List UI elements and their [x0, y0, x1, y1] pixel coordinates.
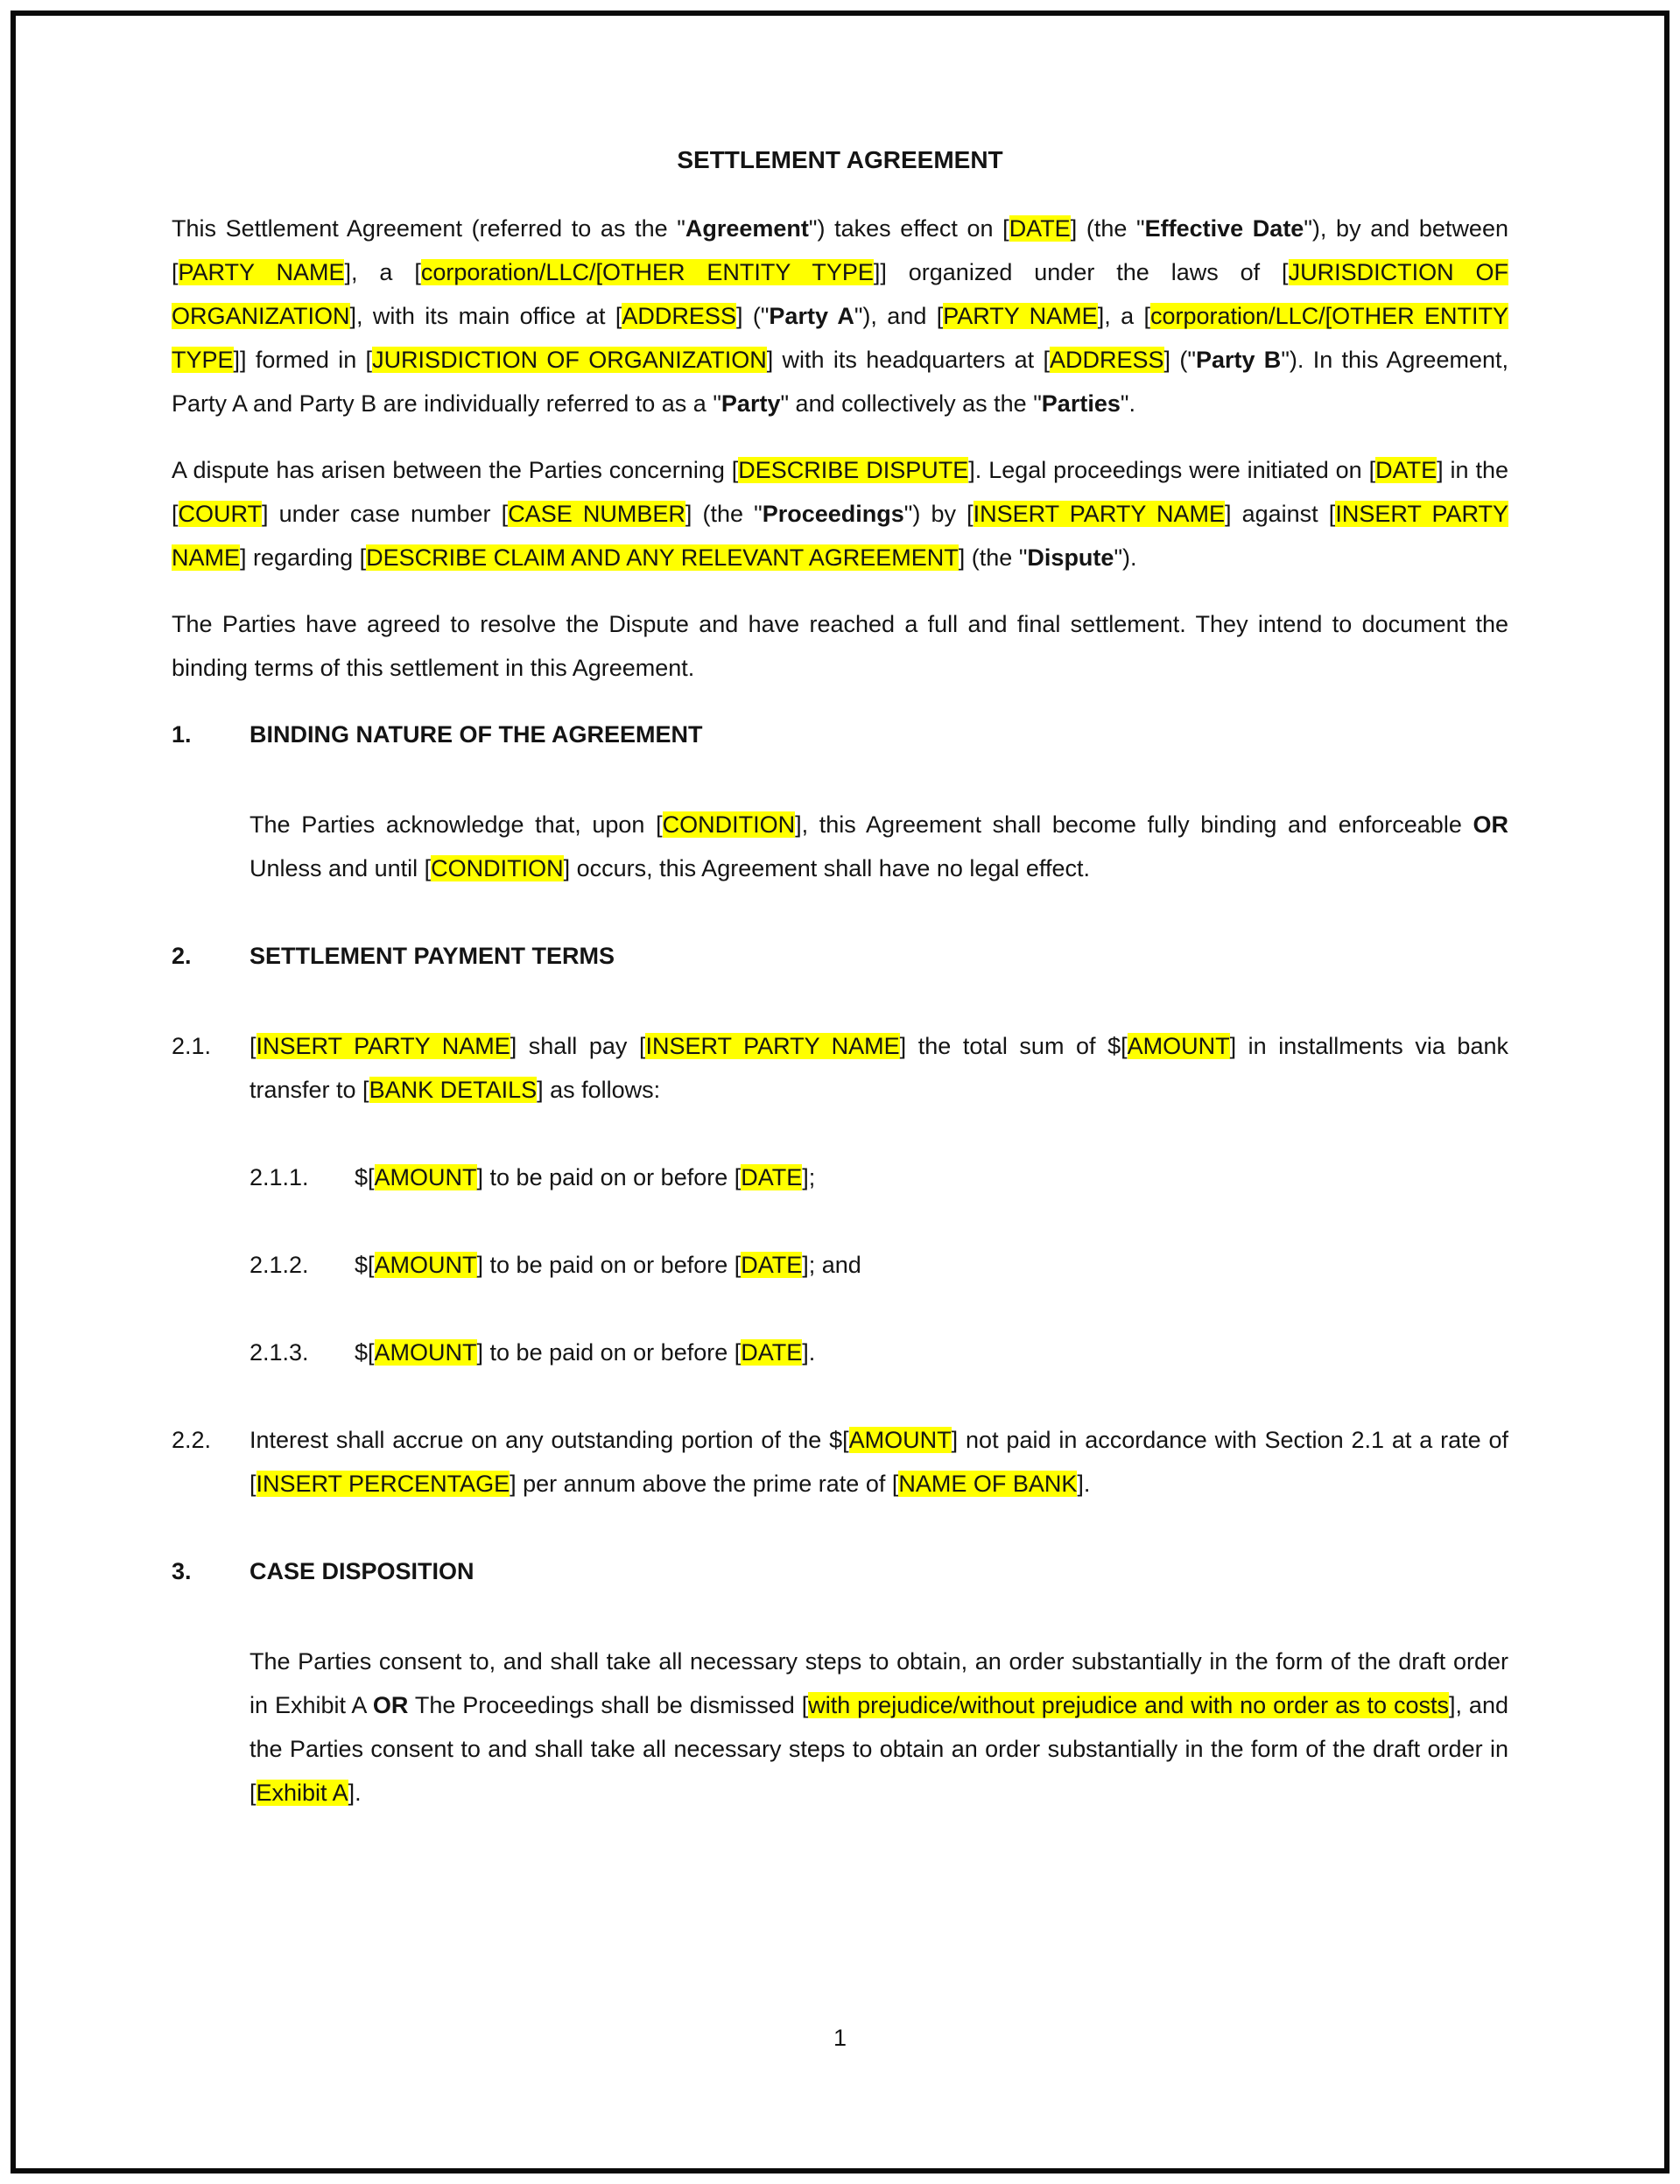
bold-text-run: OR [1473, 811, 1508, 838]
text-run: "). In this Agreement, Party A and Party B are individually referred to as a " [172, 347, 1508, 417]
text-run: ] in installments via bank transfer to [ [250, 1033, 1508, 1103]
placeholder-highlight: DATE [741, 1164, 803, 1190]
text-run: ] with its headquarters at [ [766, 347, 1050, 373]
text-run: "). [1114, 544, 1137, 571]
bold-text-run: Proceedings [762, 501, 904, 527]
text-run: ] regarding [ [240, 544, 367, 571]
text-run: ] shall pay [ [510, 1033, 646, 1059]
item-number: 2.1.3. [250, 1339, 309, 1366]
text-run: ] to be paid on or before [ [476, 1252, 742, 1278]
bold-text-run: Party B [1195, 347, 1282, 373]
text-run: ] to be paid on or before [ [476, 1164, 742, 1190]
bold-text-run: Parties [1041, 390, 1121, 417]
text-run: ] (the " [685, 501, 763, 527]
placeholder-highlight: DESCRIBE DISPUTE [738, 457, 969, 483]
item-number: 2.1.2. [250, 1252, 309, 1278]
placeholder-highlight: DATE [741, 1252, 803, 1278]
placeholder-highlight: JURISDICTION OF ORGANIZATION [172, 259, 1508, 329]
text-run: ]. [802, 1339, 816, 1366]
placeholder-highlight: JURISDICTION OF ORGANIZATION [372, 347, 767, 373]
bold-text-run: Agreement [685, 215, 809, 242]
text-run: ]; [802, 1164, 816, 1190]
placeholder-highlight: INSERT PARTY NAME [645, 1033, 900, 1059]
document-title [172, 138, 1508, 182]
bold-text-run: CASE DISPOSITION [250, 1558, 474, 1584]
bold-text-run: SETTLEMENT PAYMENT TERMS [250, 943, 615, 969]
text-run: ] in the [ [172, 457, 1509, 527]
text-run: "), by and between [ [172, 215, 1508, 285]
placeholder-highlight: INSERT PARTY NAME [256, 1033, 510, 1059]
text-run: ") takes effect on [ [808, 215, 1009, 242]
text-run: ] not paid in accordance with Section 2.1 at a rate of [ [250, 1427, 1508, 1497]
placeholder-highlight: Exhibit A [256, 1780, 348, 1806]
text-run: The Parties acknowledge that, upon [ [250, 811, 663, 838]
bold-text-run: SETTLEMENT AGREEMENT [677, 146, 1003, 173]
text-run: ], with its main office at [ [349, 303, 622, 329]
item-number: 2. [172, 943, 192, 969]
clause-2-1-1 [250, 1155, 1508, 1199]
item-number: 3. [172, 1558, 192, 1584]
bold-text-run: OR [372, 1692, 409, 1718]
text-run: ] under case number [ [262, 501, 509, 527]
text-run: ] (" [1163, 347, 1196, 373]
page-number: 1 [833, 2025, 847, 2051]
placeholder-highlight: COURT [178, 501, 263, 527]
placeholder-highlight: ADDRESS [1050, 347, 1164, 373]
placeholder-highlight: DESCRIBE CLAIM AND ANY RELEVANT AGREEMENT [366, 544, 959, 571]
text-run: ] as follows: [537, 1077, 661, 1103]
text-run: ] the total sum of $[ [899, 1033, 1128, 1059]
text-run: ] occurs, this Agreement shall have no legal effect. [563, 855, 1090, 881]
text-run: ". [1120, 390, 1135, 417]
placeholder-highlight: BANK DETAILS [369, 1077, 538, 1103]
placeholder-highlight: corporation/LLC/[OTHER ENTITY TYPE [420, 259, 874, 285]
text-run: ], and the Parties consent to and shall take all necessary steps to obtain an order substantially in the form of the draft order in [ [250, 1692, 1508, 1806]
text-run: ] (" [735, 303, 770, 329]
text-run: ]. Legal proceedings were initiated on [ [968, 457, 1376, 483]
text-run: ] per annum above the prime rate of [ [510, 1471, 899, 1497]
section-3-heading [172, 1549, 1508, 1593]
text-run: The Proceedings shall be dismissed [ [408, 1692, 809, 1718]
settlement-intent-paragraph [172, 602, 1508, 690]
bold-text-run: Dispute [1027, 544, 1114, 571]
placeholder-highlight: PARTY NAME [943, 303, 1098, 329]
text-run: ]. [348, 1780, 362, 1806]
placeholder-highlight: AMOUNT [374, 1339, 477, 1366]
bold-text-run: Party A [769, 303, 854, 329]
bold-text-run: Effective Date [1144, 215, 1304, 242]
text-run: ] (the " [958, 544, 1028, 571]
placeholder-highlight: CONDITION [662, 811, 796, 838]
placeholder-highlight: corporation/LLC/[OTHER ENTITY TYPE [172, 303, 1508, 373]
placeholder-highlight: DATE [1375, 457, 1437, 483]
text-run: The Parties consent to, and shall take all necessary steps to obtain, an order substantially in the form of the draft order in Exhibit A [250, 1648, 1508, 1718]
clause-2-1 [172, 1024, 1508, 1112]
item-number: 2.2. [172, 1427, 212, 1453]
text-run: ] against [ [1224, 501, 1336, 527]
clause-2-2 [172, 1418, 1508, 1506]
placeholder-highlight: NAME OF BANK [898, 1471, 1078, 1497]
placeholder-highlight: INSERT PARTY NAME [172, 501, 1508, 571]
clause-2-1-3 [250, 1331, 1508, 1374]
placeholder-highlight: CONDITION [431, 855, 564, 881]
section-3-body [172, 1640, 1508, 1815]
placeholder-highlight: PARTY NAME [178, 259, 345, 285]
placeholder-highlight: AMOUNT [374, 1164, 477, 1190]
text-run: "), and [ [854, 303, 944, 329]
text-run: ] to be paid on or before [ [476, 1339, 742, 1366]
placeholder-highlight: DATE [1009, 215, 1071, 242]
section-1-heading [172, 713, 1508, 756]
text-run: ], a [ [344, 259, 421, 285]
placeholder-highlight: CASE NUMBER [508, 501, 685, 527]
text-run: Unless and until [ [250, 855, 432, 881]
text-run: A dispute has arisen between the Parties concerning [ [172, 457, 739, 483]
section-2-heading [172, 934, 1508, 978]
text-run: ]. [1077, 1471, 1091, 1497]
section-1-body [172, 803, 1508, 890]
item-number: 1. [172, 721, 192, 748]
document-content [172, 138, 1508, 1858]
dispute-paragraph [172, 448, 1508, 579]
placeholder-highlight: AMOUNT [1127, 1033, 1230, 1059]
bold-text-run: BINDING NATURE OF THE AGREEMENT [250, 721, 703, 748]
item-number: 2.1. [172, 1033, 212, 1059]
placeholder-highlight: DATE [741, 1339, 803, 1366]
placeholder-highlight: ADDRESS [622, 303, 736, 329]
placeholder-highlight: INSERT PARTY NAME [973, 501, 1225, 527]
text-run: Interest shall accrue on any outstanding portion of the $[ [250, 1427, 849, 1453]
text-run: $[ [355, 1164, 375, 1190]
text-run: ], this Agreement shall become fully binding and enforceable [795, 811, 1473, 838]
clause-2-1-2 [250, 1243, 1508, 1287]
text-run: $[ [355, 1339, 375, 1366]
text-run: ]] formed in [ [233, 347, 373, 373]
intro-paragraph [172, 207, 1508, 425]
text-run: ") by [ [903, 501, 974, 527]
placeholder-highlight: INSERT PERCENTAGE [256, 1471, 510, 1497]
item-number: 2.1.1. [250, 1164, 309, 1190]
text-run: ] (the " [1070, 215, 1145, 242]
text-run: ]] organized under the laws of [ [873, 259, 1289, 285]
text-run: " and collectively as the " [780, 390, 1042, 417]
text-run: ], a [ [1097, 303, 1150, 329]
placeholder-highlight: with prejudice/without prejudice and with no order as to costs [808, 1692, 1449, 1718]
placeholder-highlight: AMOUNT [848, 1427, 952, 1453]
text-run: ]; and [802, 1252, 861, 1278]
text-run: [ [250, 1033, 257, 1059]
bold-text-run: Party [721, 390, 781, 417]
text-run: The Parties have agreed to resolve the Dispute and have reached a full and final settlement. They intend to document the binding terms of this settlement in this Agreement. [172, 611, 1508, 681]
text-run: This Settlement Agreement (referred to as the " [172, 215, 685, 242]
text-run: $[ [355, 1252, 375, 1278]
placeholder-highlight: AMOUNT [374, 1252, 477, 1278]
